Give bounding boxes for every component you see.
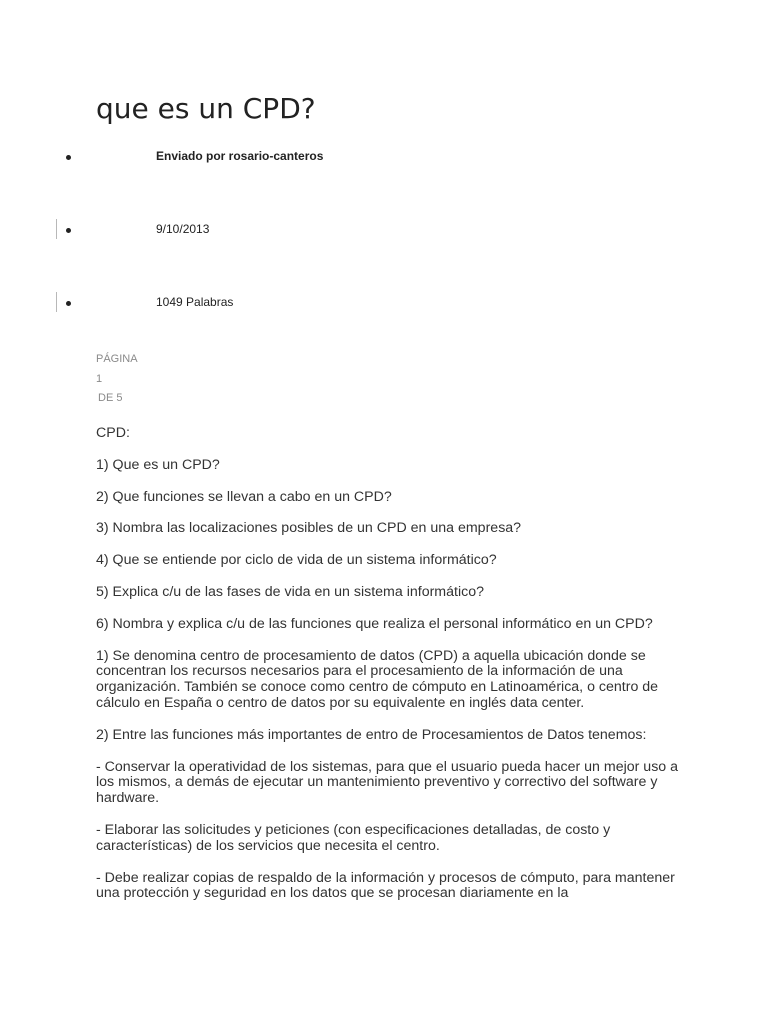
body-paragraph: 2) Entre las funciones más importantes de entro de Procesamientos de Datos tenemos:: [96, 726, 647, 743]
body-paragraph: - Elaborar las solicitudes y peticiones (con especificaciones detalladas, de costo y características) de los servicios que necesita el centro.: [96, 821, 611, 854]
body-paragraph: 4) Que se entiende por ciclo de vida de un sistema informático?: [96, 552, 497, 569]
document-body: [96, 426, 686, 918]
meta-item-words: [0, 294, 400, 314]
meta-item-date: [0, 221, 400, 241]
body-paragraph: - Conservar la operatividad de los sistemas, para que el usuario pueda hacer un mejor uso a los mismos, a demás de ejecutar un mantenimiento preventivo y correctivo del software y hardware.: [96, 758, 679, 807]
page-title: que es un CPD?: [96, 92, 316, 125]
body-paragraph: 2) Que funciones se llevan a cabo en un CPD?: [96, 488, 392, 505]
body-paragraph: CPD:: [96, 425, 130, 441]
page-indicator-current: 1: [96, 373, 103, 385]
date-label: 9/10/2013: [156, 222, 210, 236]
word-count-label: 1049 Palabras: [156, 295, 234, 309]
body-paragraph: 3) Nombra las localizaciones posibles de un CPD en una empresa?: [96, 520, 522, 537]
body-paragraph: 5) Explica c/u de las fases de vida en un sistema informático?: [96, 583, 484, 600]
page-indicator-total: DE 5: [98, 392, 123, 404]
separator-line: [56, 292, 57, 312]
body-paragraph: 1) Que es un CPD?: [96, 456, 220, 473]
bullet-icon: [66, 228, 71, 233]
body-paragraph: 6) Nombra y explica c/u de las funciones que realiza el personal informático en un CPD?: [96, 615, 653, 632]
author-label: Enviado por rosario-canteros: [156, 149, 324, 163]
meta-item-author: [0, 148, 400, 168]
separator-line: [56, 219, 57, 239]
bullet-icon: [66, 301, 71, 306]
body-paragraph: 1) Se denomina centro de procesamiento de datos (CPD) a aquella ubicación donde se concentran los recursos necesarios para el procesamiento de la información de una organización. También se conoce como centro de cómputo en Latinoamérica, o centro de cálculo en España o centro de datos por su equivalente en inglés data center.: [96, 647, 659, 711]
body-paragraph: - Debe realizar copias de respaldo de la información y procesos de cómputo, para mantener una protección y seguridad en los datos que se procesan diariamente en la: [96, 869, 675, 902]
bullet-icon: [66, 155, 71, 160]
page-indicator-label: PÁGINA: [96, 353, 138, 365]
